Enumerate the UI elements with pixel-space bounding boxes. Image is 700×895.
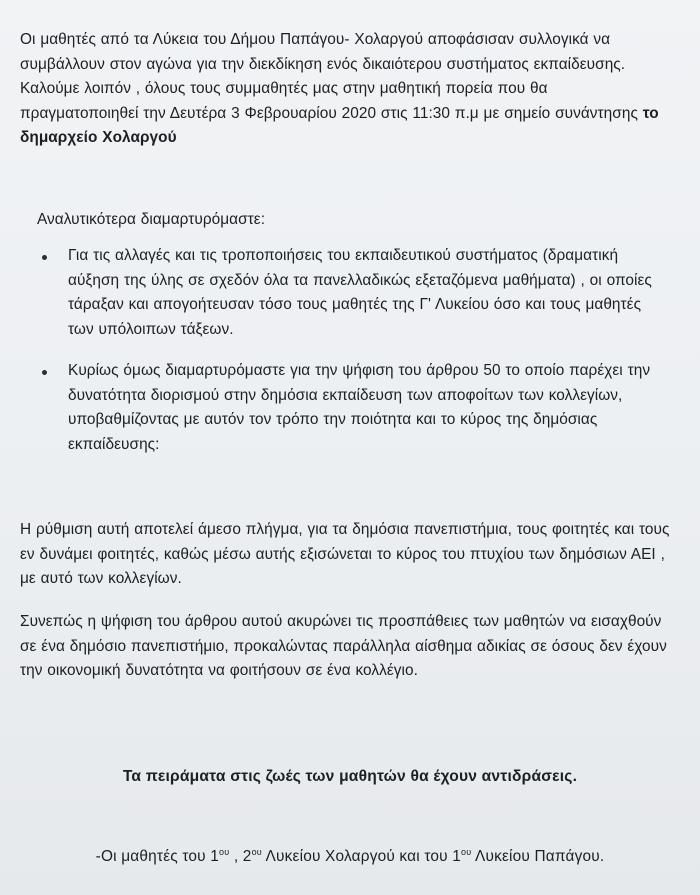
meeting-point: το δημαρχείο Χολαργού: [20, 104, 659, 146]
signature-mid: , 2: [229, 848, 252, 865]
ordinal-suffix: ου: [461, 847, 472, 857]
list-item-text: Για τις αλλαγές και τις τροποποιήσεις του εκπαιδευτικού συστήματος (δραματική αύξηση της ύλης σε σχεδόν όλα τα πανελλαδικώς εξεταζόμενα μαθήματα) , οι οποίες τάραξαν και απογοήτευσαν τόσο τους μαθητές της Γ' Λυκείου όσο και τους μαθητές των υπόλοιπων τάξεων.: [68, 247, 652, 338]
bullet-icon: [42, 370, 47, 375]
intro-paragraph: [20, 28, 660, 151]
signature-prefix: -Οι μαθητές του 1: [95, 848, 220, 865]
slogan: Τα πειράματα στις ζωές των μαθητών θα έχουν αντιδράσεις.: [122, 768, 578, 785]
signature-mid: Λυκείου Χολαργού και του 1: [261, 848, 462, 865]
protest-list: [40, 244, 668, 474]
list-item-text: Κυρίως όμως διαμαρτυρόμαστε για την ψήφιση του άρθρου 50 το οποίο παρέχει την δυνατότητα διορισμού στην δημόσια εκπαίδευση των αποφοίτων των κολλεγίων, υποβαθμίζοντας με αυτόν τον τρόπο την ποιότητα και το κύρος της δημόσιας εκπαίδευσης:: [68, 362, 651, 453]
signature-end: Λυκείου Παπάγου.: [471, 848, 605, 865]
ordinal-suffix: ου: [251, 847, 262, 857]
regulation-paragraph: Η ρύθμιση αυτή αποτελεί άμεσο πλήγμα, για τα δημόσια πανεπιστήμια, τους φοιτητές και τους εν δυνάμει φοιτητές, καθώς μέσω αυτής εξισώνεται το κύρος του πτυχίου των δημόσιων ΑΕΙ , με αυτό των κολλεγίων.: [20, 521, 670, 587]
bullet-icon: [42, 255, 47, 260]
consequence-paragraph: Συνεπώς η ψήφιση του άρθρου αυτού ακυρώνει τις προσπάθειες των μαθητών να εισαχθούν σε ένα δημόσιο πανεπιστήμιο, προκαλώντας παράλληλα αίσθημα αδικίας σε όσους δεν έχουν την οικονομική δυνατότητα να φοιτήσουν σε ένα κολλέγιο.: [20, 613, 667, 679]
intro-text: Οι μαθητές από τα Λύκεια του Δήμου Παπάγου- Χολαργού αποφάσισαν συλλογικά να συμβάλλουν στον αγώνα για την διεκδίκηση ενός δικαιότερου συστήματος εκπαίδευσης. Καλούμε λοιπόν , όλους τους συμμαθητές μας στην μαθητική πορεία που θα πραγματοποιηθεί την Δευτέρα 3 Φεβρουαρίου 2020 στις 11:30 π.μ με σημείο συνάντησης: [20, 31, 643, 122]
list-item: [40, 244, 668, 342]
signature: [0, 847, 700, 866]
protest-subheading: Αναλυτικότερα διαμαρτυρόμαστε:: [37, 211, 266, 228]
list-item: [40, 359, 668, 457]
ordinal-suffix: ου: [219, 847, 230, 857]
